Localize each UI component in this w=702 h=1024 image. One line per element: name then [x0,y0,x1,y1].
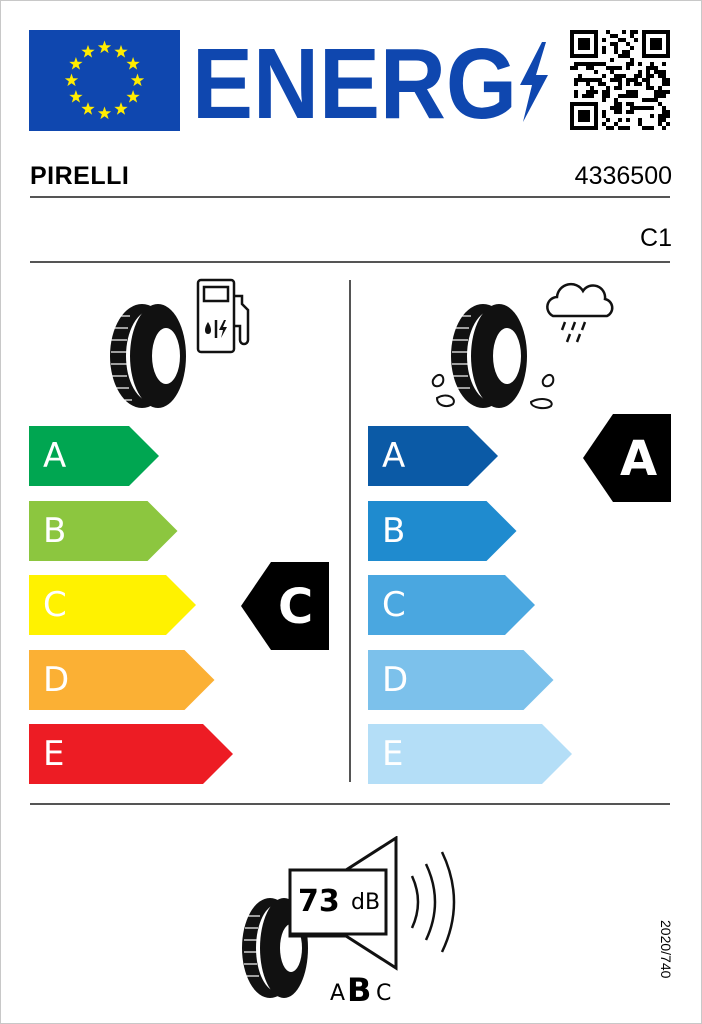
sound-waves-icon [412,852,454,952]
wet-class-class-label: D [382,659,409,700]
energy-title [190,30,560,130]
rain-cloud-icon [547,284,612,342]
qr-code-icon[interactable] [570,30,670,130]
regulation-number: 2020/740 [658,920,674,979]
tyre-icon [110,304,186,408]
energy-word: ENERG [192,30,517,130]
eu-flag-icon [29,30,180,131]
article-number: 4336500 [574,162,672,190]
fuel-class-class-label: A [43,436,67,476]
fuel-class-class-label: E [43,734,65,774]
tyre-icon [451,304,527,408]
wet-class-class-label: C [382,585,406,625]
fuel-pump-icon [198,280,248,352]
tyre-class: C1 [640,224,672,252]
divider [30,196,670,198]
fuel-class-class-label: C [43,585,67,625]
wet-grip-rating-letter: A [620,431,658,487]
wet-class-class-label: E [382,734,404,774]
noise-unit: dB [351,890,381,915]
wet-class-class-label: B [382,510,406,551]
divider [30,803,670,805]
noise-class-a: A [330,981,346,1006]
fuel-rating-letter: C [278,579,314,635]
noise-class-c: C [376,981,392,1006]
wet-class-class-label: A [382,436,406,476]
wet-grip-pictogram [425,280,625,412]
noise-value: 73 [298,884,340,919]
fuel-efficiency-pictogram [100,276,260,412]
brand-name: PIRELLI [30,162,130,190]
noise-class-b: B [347,971,372,1009]
fuel-class-class-label: D [43,659,70,700]
divider [30,261,670,263]
fuel-class-class-label: B [43,510,67,551]
divider [349,280,351,782]
lightning-icon [520,42,548,122]
